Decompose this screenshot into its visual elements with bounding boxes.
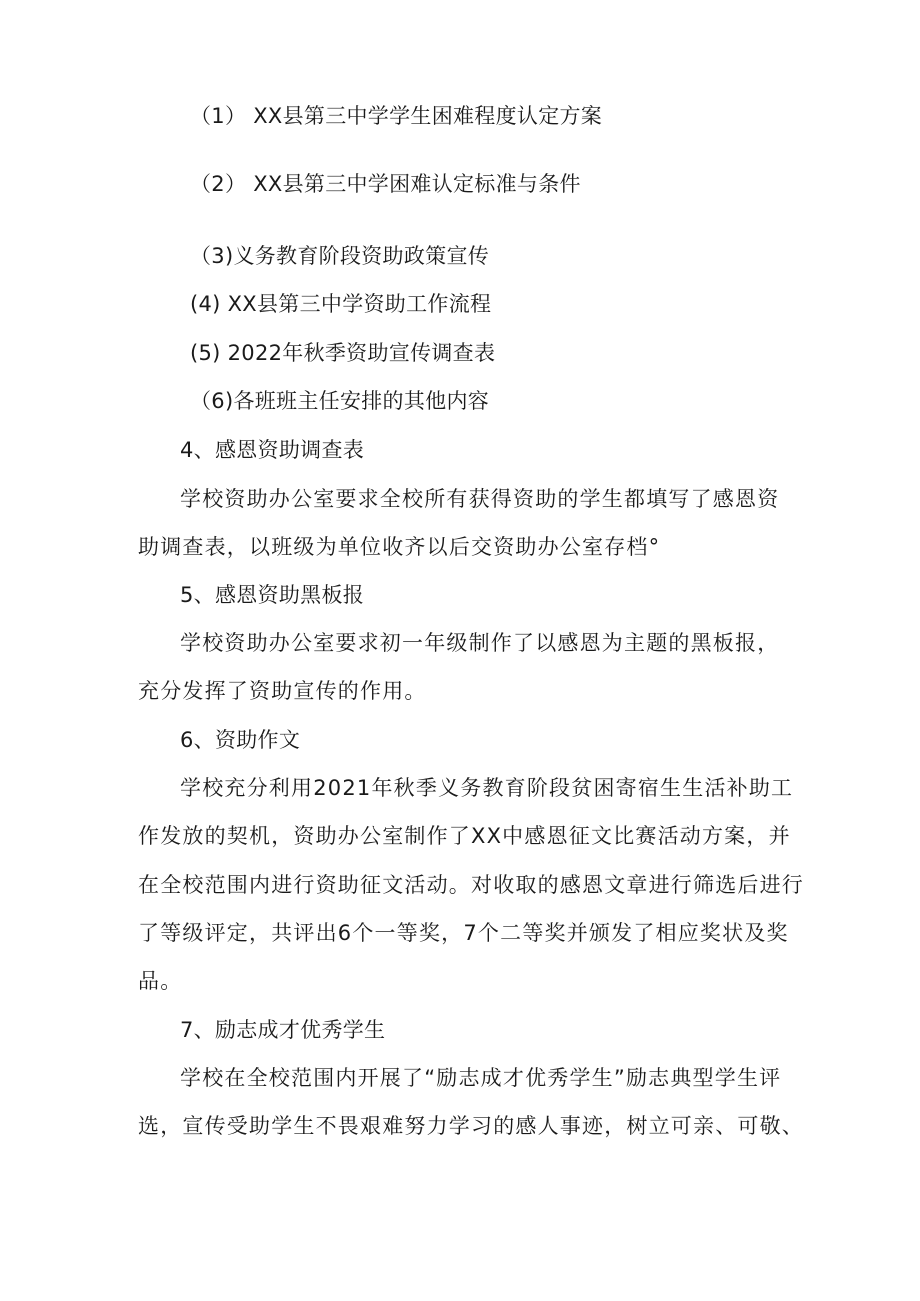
paragraph-line: 学校资助办公室要求初一年级制作了以感恩为主题的黑板报，	[180, 631, 780, 655]
paragraph-line: 学校资助办公室要求全校所有获得资助的学生都填写了感恩资	[180, 487, 780, 511]
list-item-5: (5) 2022年秋季资助宣传调查表	[190, 341, 496, 365]
list-item-2: （2） XX县第三中学困难认定标准与条件	[190, 172, 581, 196]
paragraph-line: 了等级评定，共评出6个一等奖，7个二等奖并颁发了相应奖状及奖	[138, 921, 789, 945]
list-item-1: （1） XX县第三中学学生困难程度认定方案	[190, 104, 603, 128]
paragraph-line: 助调查表，以班级为单位收齐以后交资助办公室存档°	[138, 535, 661, 559]
list-item-6: （6)各班班主任安排的其他内容	[190, 389, 490, 413]
section-heading: 5、感恩资助黑板报	[180, 583, 365, 607]
paragraph-line: 作发放的契机，资助办公室制作了XX中感恩征文比赛活动方案，并	[138, 824, 791, 848]
list-item-4: (4) XX县第三中学资助工作流程	[190, 292, 492, 316]
paragraph-line: 在全校范围内进行资助征文活动。对收取的感恩文章进行筛选后进行	[138, 873, 804, 897]
paragraph-line: 学校在全校范围内开展了“励志成才优秀学生”励志典型学生评	[180, 1066, 782, 1090]
section-heading: 4、感恩资助调查表	[180, 438, 365, 462]
section-heading: 6、资助作文	[180, 728, 301, 752]
list-item-3: （3)义务教育阶段资助政策宣传	[190, 244, 490, 268]
paragraph-line: 品。	[138, 969, 183, 993]
paragraph-line: 学校充分利用2021年秋季义务教育阶段贫困寄宿生生活补助工	[180, 776, 794, 800]
paragraph-line: 选，宣传受助学生不畏艰难努力学习的感人事迹，树立可亲、可敬、	[138, 1114, 804, 1138]
paragraph-line: 充分发挥了资助宣传的作用。	[138, 679, 427, 703]
section-heading: 7、励志成才优秀学生	[180, 1018, 386, 1042]
